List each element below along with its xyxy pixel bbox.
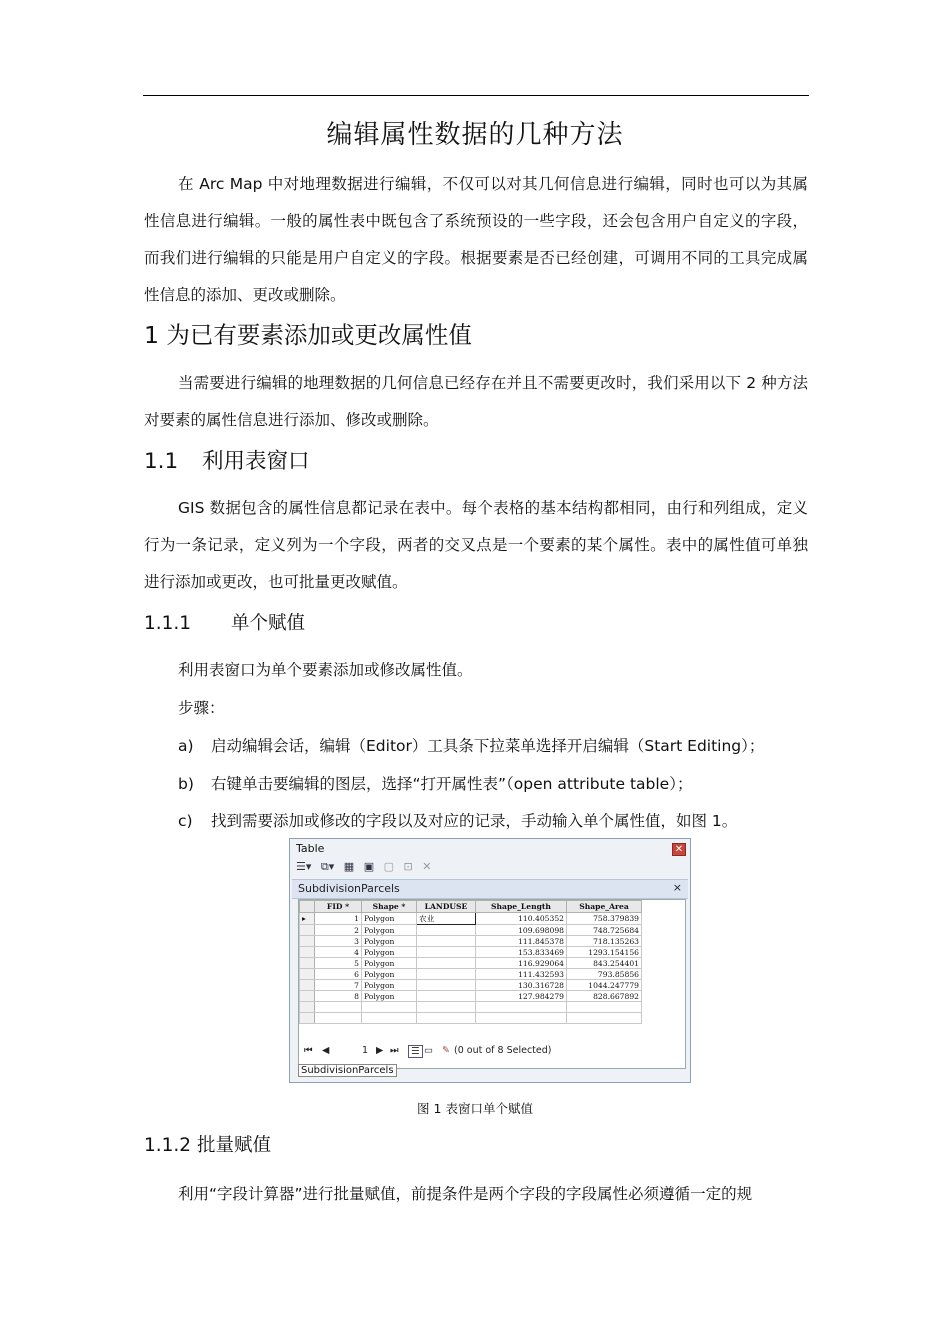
delete-selected-icon[interactable]: ✕ (422, 860, 432, 873)
document-title: 编辑属性数据的几种方法 (326, 120, 624, 150)
table-navigation-bar (298, 1042, 686, 1060)
last-record-icon[interactable]: ⏭ (390, 1045, 399, 1056)
table-cell[interactable]: 828.667892 (567, 991, 642, 1002)
row-selector[interactable] (300, 947, 315, 958)
empty-cell (417, 1002, 476, 1013)
table-cell[interactable]: Polygon (362, 969, 417, 980)
table-toolbar (296, 860, 437, 878)
switch-selection-icon[interactable]: ▣ (363, 860, 375, 873)
section-1-paragraph: 当需要进行编辑的地理数据的几何信息已经存在并且不需要更改时，我们采用以下 2 种方法对要素的属性信息进行添加、修改或删除。 (144, 374, 808, 429)
empty-cell (476, 1013, 567, 1024)
table-row[interactable] (300, 969, 642, 980)
table-cell[interactable] (417, 980, 476, 991)
table-cell[interactable]: Polygon (362, 980, 417, 991)
column-header[interactable]: FID * (315, 901, 362, 913)
table-cell[interactable]: Polygon (362, 913, 417, 925)
empty-cell (315, 1013, 362, 1024)
layer-table-header (292, 879, 688, 899)
table-row[interactable] (300, 991, 642, 1002)
row-selector[interactable] (300, 991, 315, 1002)
steps-label: 步骤： (178, 699, 225, 717)
table-cell[interactable]: 130.316728 (476, 980, 567, 991)
section-1-1-2-paragraph: 利用“字段计算器”进行批量赋值，前提条件是两个字段的字段属性必须遵循一定的规 (178, 1185, 753, 1203)
table-cell[interactable]: 758.379839 (567, 913, 642, 925)
table-cell[interactable]: 843.254401 (567, 958, 642, 969)
intro-paragraph: 在 Arc Map 中对地理数据进行编辑，不仅可以对其几何信息进行编辑，同时也可以为其属性信息进行编辑。一般的属性表中既包含了系统预设的一些字段，还会包含用户自定义的字段，而我们进行编辑的只能是用户自定义的字段。根据要素是否已经创建，可调用不同的工具完成属性信息的添加、更改或删除。 (144, 175, 808, 304)
step-marker: b) (178, 775, 194, 793)
show-selected-records-icon[interactable]: ▭ (424, 1045, 433, 1056)
table-cell[interactable]: 1 (315, 913, 362, 925)
step-item (178, 809, 737, 831)
section-number: 1.1.1 (144, 613, 192, 634)
section-label: 利用表窗口 (202, 449, 310, 474)
row-selector[interactable] (300, 969, 315, 980)
table-cell[interactable]: 127.984279 (476, 991, 567, 1002)
row-selector[interactable] (300, 925, 315, 936)
column-header[interactable]: LANDUSE (417, 901, 476, 913)
close-table-icon[interactable]: × (672, 881, 682, 894)
row-selector[interactable] (300, 936, 315, 947)
empty-cell (362, 1013, 417, 1024)
empty-cell (315, 1002, 362, 1013)
table-row[interactable] (300, 958, 642, 969)
row-selector[interactable] (300, 980, 315, 991)
row-selector[interactable]: ▸ (300, 913, 315, 925)
table-row[interactable] (300, 980, 642, 991)
table-cell[interactable]: 4 (315, 947, 362, 958)
table-cell[interactable]: Polygon (362, 936, 417, 947)
table-cell[interactable]: 718.135263 (567, 936, 642, 947)
table-cell[interactable]: 109.698098 (476, 925, 567, 936)
table-row[interactable] (300, 936, 642, 947)
table-cell[interactable]: 748.725684 (567, 925, 642, 936)
layer-name: SubdivisionParcels (298, 882, 400, 895)
section-number: 1.1 (144, 449, 179, 474)
selection-status: (0 out of 8 Selected) (454, 1045, 552, 1056)
table-cell[interactable] (417, 925, 476, 936)
section-1-1-1-text: 利用表窗口为单个要素添加或修改属性值。 (178, 661, 473, 679)
step-marker: a) (178, 737, 194, 755)
step-marker: c) (178, 812, 193, 830)
step-text: 找到需要添加或修改的字段以及对应的记录，手动输入单个属性值，如图 1。 (211, 812, 738, 830)
table-cell[interactable]: 农业 (417, 913, 476, 925)
step-item (178, 772, 692, 794)
table-cell[interactable]: 110.405352 (476, 913, 567, 925)
table-options-icon[interactable]: ☰▾ (296, 860, 312, 873)
empty-row (300, 1002, 642, 1013)
table-cell[interactable]: Polygon (362, 925, 417, 936)
empty-row (300, 1013, 642, 1024)
empty-cell (362, 1002, 417, 1013)
table-cell[interactable]: 153.833469 (476, 947, 567, 958)
table-cell[interactable] (417, 958, 476, 969)
table-cell[interactable]: Polygon (362, 991, 417, 1002)
table-window-figure (289, 838, 691, 1083)
table-cell[interactable] (417, 991, 476, 1002)
column-header[interactable]: Shape_Area (567, 901, 642, 913)
layer-tab[interactable]: SubdivisionParcels (298, 1064, 397, 1077)
show-all-records-icon[interactable]: ☰ (408, 1045, 423, 1058)
step-item (178, 734, 764, 756)
window-title: Table (296, 842, 325, 855)
table-cell[interactable]: 8 (315, 991, 362, 1002)
related-tables-icon[interactable]: ⧉▾ (320, 860, 335, 873)
previous-record-icon[interactable]: ◀ (322, 1045, 330, 1056)
first-record-icon[interactable]: ⏮ (304, 1045, 313, 1056)
section-1-1-2-heading: 1.1.2 批量赋值 (144, 1135, 271, 1156)
table-cell[interactable]: 7 (315, 980, 362, 991)
table-cell[interactable]: 1044.247779 (567, 980, 642, 991)
clear-selection-icon[interactable]: ▢ (383, 860, 394, 873)
table-cell[interactable] (417, 936, 476, 947)
table-cell[interactable]: 793.85856 (567, 969, 642, 980)
zoom-to-selected-icon[interactable]: ⊡ (403, 860, 413, 873)
header-rule (143, 95, 809, 96)
empty-cell (567, 1002, 642, 1013)
table-cell[interactable] (417, 969, 476, 980)
close-icon[interactable]: ✕ (672, 843, 686, 856)
record-number[interactable]: 1 (362, 1045, 369, 1056)
section-1-1-heading (144, 444, 310, 475)
figure-caption: 图 1 表窗口单个赋值 (417, 1101, 533, 1116)
table-cell[interactable]: 111.432593 (476, 969, 567, 980)
table-cell[interactable]: 111.845378 (476, 936, 567, 947)
table-row[interactable] (300, 947, 642, 958)
table-cell[interactable]: 1293.154156 (567, 947, 642, 958)
column-header[interactable]: Shape * (362, 901, 417, 913)
empty-cell (567, 1013, 642, 1024)
select-by-attributes-icon[interactable]: ▦ (343, 860, 355, 873)
row-selector[interactable] (300, 958, 315, 969)
next-record-icon[interactable]: ▶ (376, 1045, 384, 1056)
table-cell[interactable]: Polygon (362, 958, 417, 969)
edit-pencil-icon: ✎ (442, 1045, 450, 1056)
table-cell[interactable]: 6 (315, 969, 362, 980)
column-header[interactable]: Shape_Length (476, 901, 567, 913)
section-1-1-1-heading (144, 609, 305, 635)
table-cell[interactable] (417, 947, 476, 958)
table-cell[interactable]: 116.929064 (476, 958, 567, 969)
empty-cell (300, 1013, 315, 1024)
empty-cell (300, 1002, 315, 1013)
table-cell[interactable]: 2 (315, 925, 362, 936)
section-label: 单个赋值 (231, 613, 306, 634)
empty-cell (476, 1002, 567, 1013)
step-text: 右键单击要编辑的图层，选择“打开属性表”（open attribute table）； (211, 775, 693, 793)
table-cell[interactable]: 5 (315, 958, 362, 969)
section-1-1-paragraph: GIS 数据包含的属性信息都记录在表中。每个表格的基本结构都相同，由行和列组成，定义行为一条记录，定义列为一个字段，两者的交叉点是一个要素的某个属性。表中的属性值可单独进行添加或更改，也可批量更改赋值。 (144, 499, 808, 591)
table-cell[interactable]: 3 (315, 936, 362, 947)
table-row[interactable] (300, 913, 642, 925)
table-cell[interactable]: Polygon (362, 947, 417, 958)
table-row[interactable] (300, 925, 642, 936)
empty-cell (417, 1013, 476, 1024)
step-text: 启动编辑会话，编辑（Editor）工具条下拉菜单选择开启编辑（Start Editing）； (211, 737, 765, 755)
section-1-heading: 1 为已有要素添加或更改属性值 (144, 321, 472, 349)
